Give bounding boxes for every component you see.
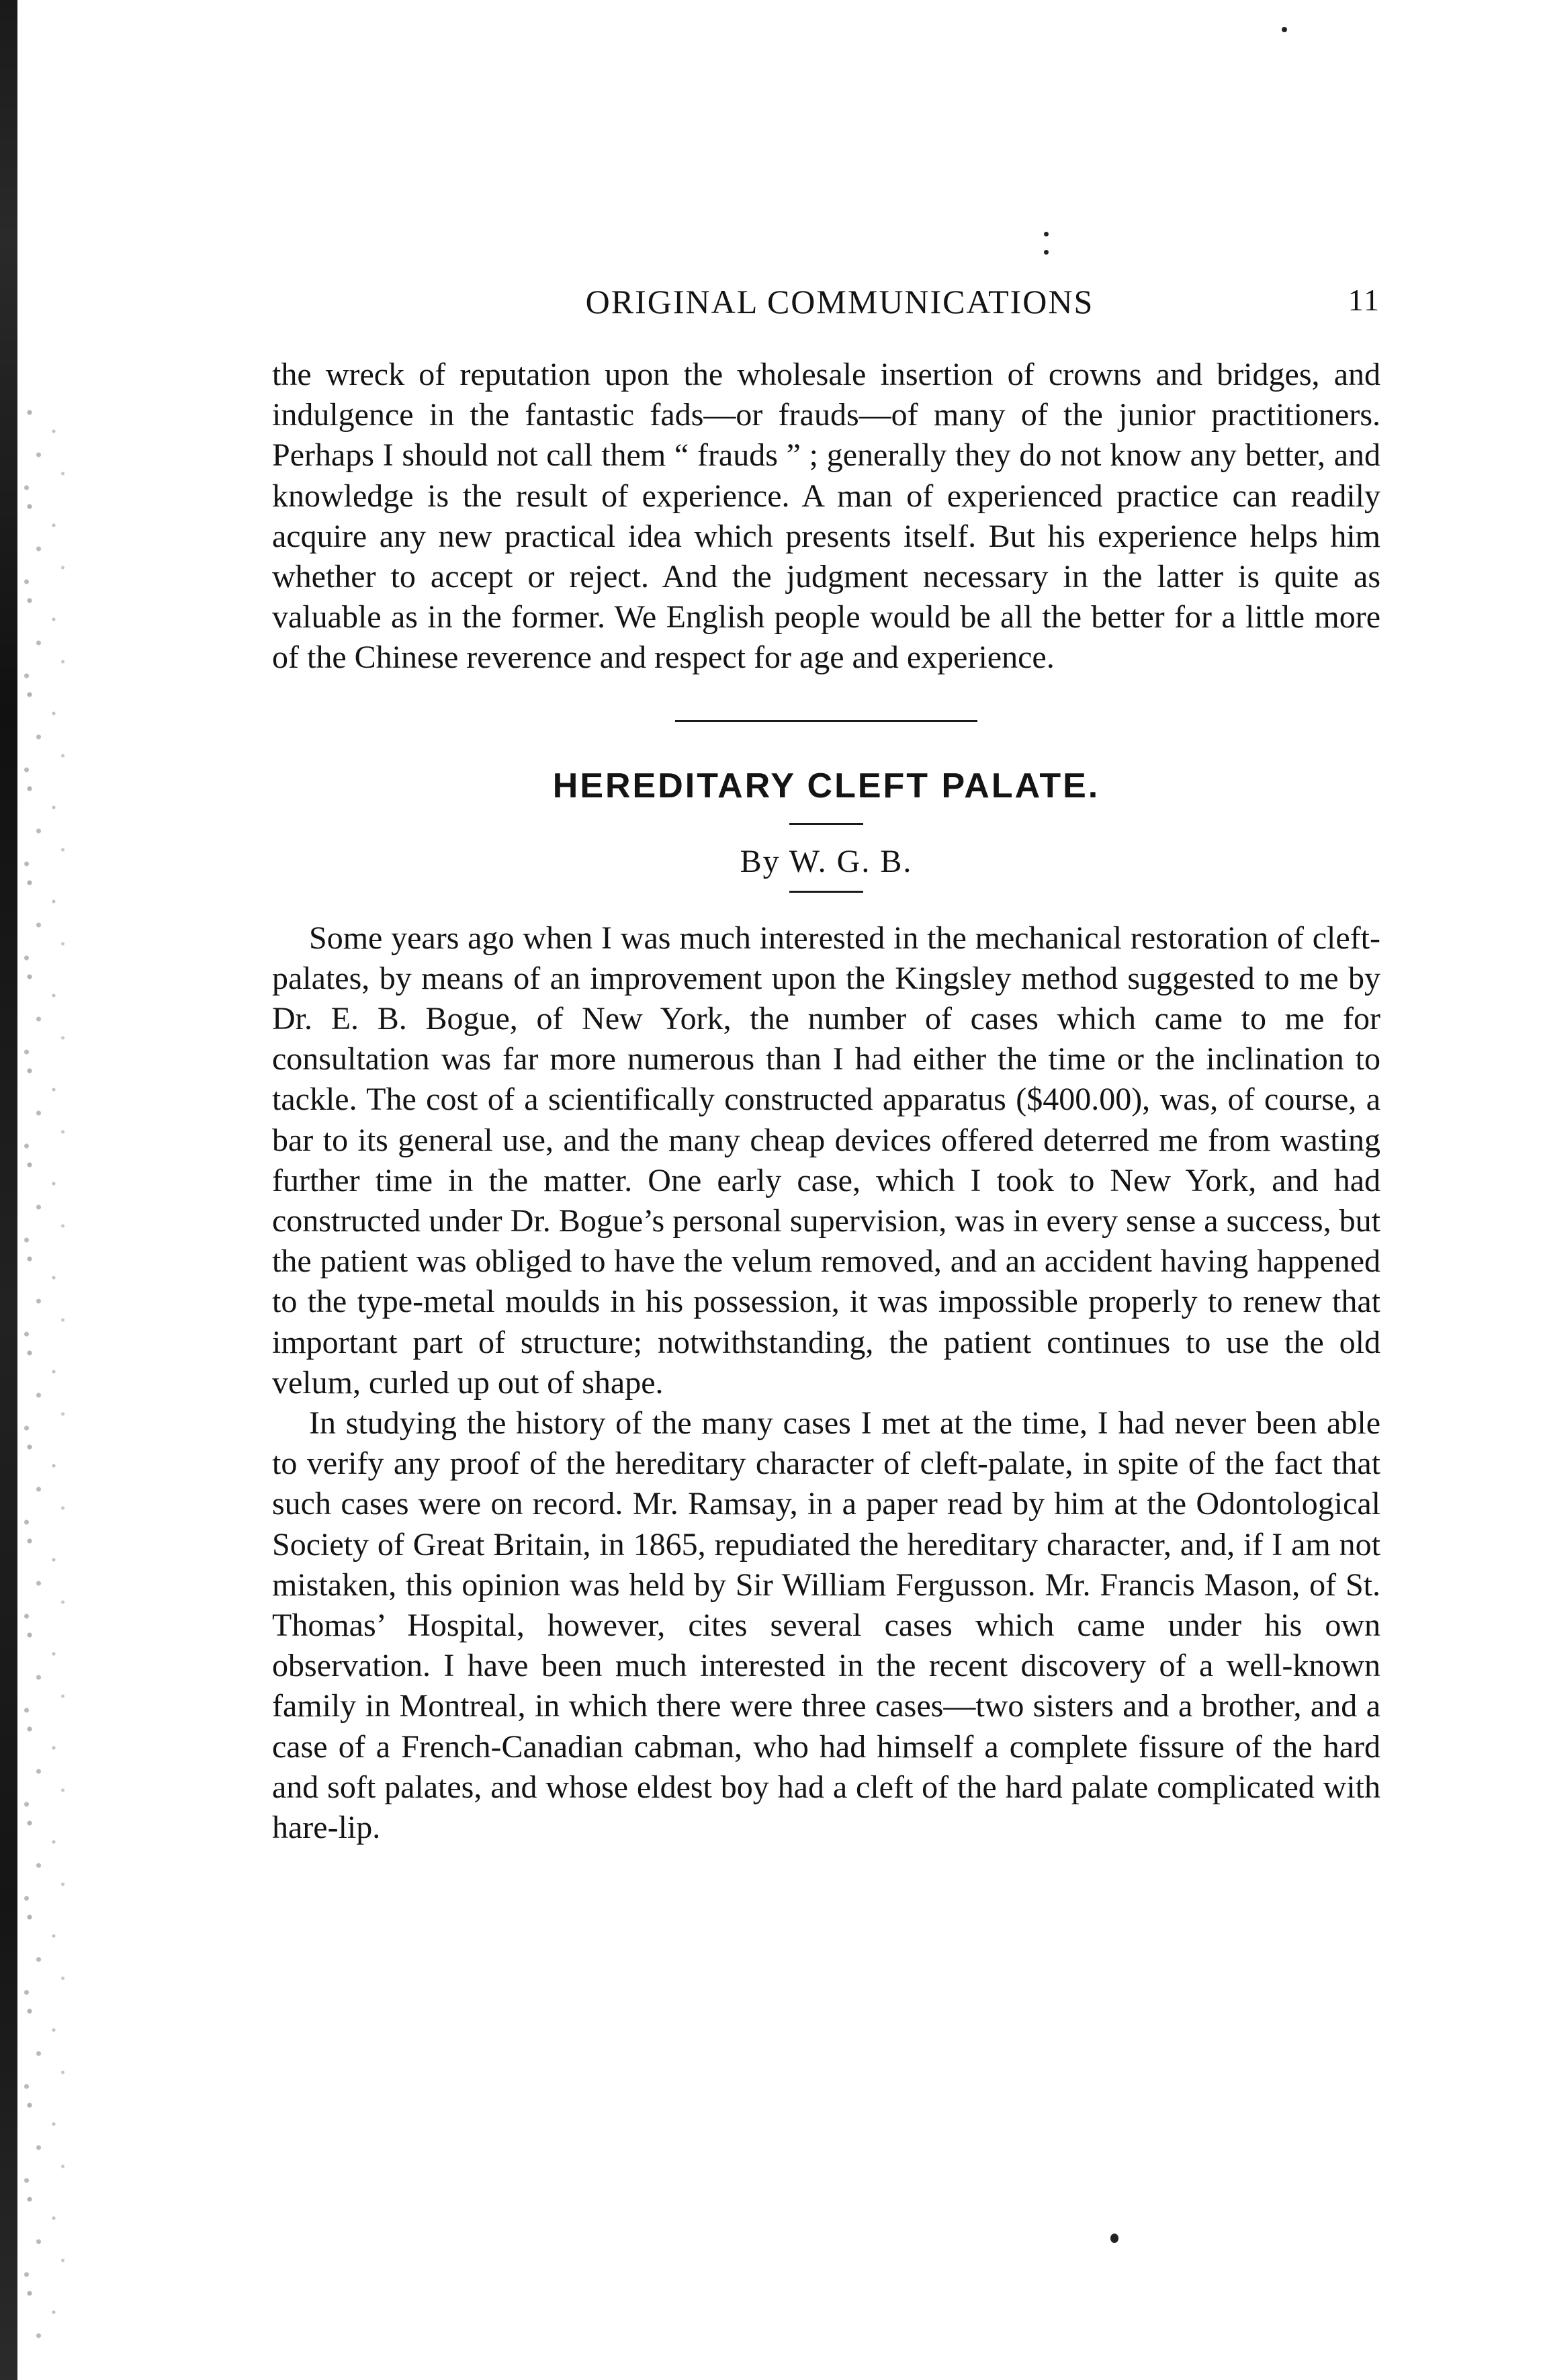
running-head [272, 282, 1380, 329]
section-divider [675, 720, 977, 722]
scan-dot [1044, 250, 1049, 255]
scan-binding-edge [0, 0, 17, 2380]
article-paragraph: In studying the history of the many cases I met at the time, I had never been able to verify any proof of the hereditary character of cleft-palate, in spite of the fact that such cases were on record. Mr. Ramsay, in a paper read by him at the Odontological Society of Great Britain, in 1865, repudiated the hereditary character, and, if I am not mistaken, this opinion was held by Sir William Fergusson. Mr. Francis Mason, of St. Thomas’ Hospital, however, cites several cases which came under his own observation. I have been much interested in the recent discovery of a well-known family in Montreal, in which there were three cases—two sisters and a brother, and a case of a French-Canadian cabman, who had himself a complete fissure of the hard and soft palates, and whose eldest boy had a cleft of the hard palate complicated with hare-lip. [272, 1405, 1380, 1846]
running-head-title: ORIGINAL COMMUNICATIONS [585, 283, 1094, 320]
page-number: 11 [1348, 283, 1380, 317]
previous-article-paragraph: the wreck of reputation upon the wholesale insertion of crowns and bridges, and indulgence in the fantastic fads—or frauds—of many of the junior practitioners. Perhaps I should not call them “ frauds ” ; generally they do not know any better, and knowledge is the result of experience. A man of experienced practice can readily acquire any new practical idea which presents itself. But his experience helps him whether to accept or reject. And the judgment necessary in the latter is quite as valuable as in the former. We English people would be all the better for a little more of the Chinese reverence and respect for age and experience. [272, 357, 1380, 676]
scan-dot [1044, 232, 1049, 236]
page [272, 282, 1380, 1848]
article-body [272, 918, 1380, 1849]
scan-dot [1110, 2234, 1118, 2243]
title-rule [789, 823, 863, 825]
article-byline: By W. G. B. [740, 843, 913, 879]
article-paragraph: Some years ago when I was much interested in the mechanical restoration of cleft-palates, by means of an improvement upon the Kingsley method suggested to me by Dr. E. B. Bogue, of New York, the number of cases which came to me for consultation was far more numerous than I had either the time or the inclination to tackle. The cost of a scientifically constructed apparatus ($400.00), was, of course, a bar to its general use, and the many cheap devices offered deterred me from wasting further time in the matter. One early case, which I took to New York, and had constructed under Dr. Bogue’s personal supervision, was in every sense a success, but the patient was obliged to have the velum removed, and an accident having happened to the type-metal moulds in his possession, it was impossible properly to renew that important part of structure; notwithstanding, the patient continues to use the old velum, curled up out of shape. [272, 920, 1380, 1401]
article-title: HEREDITARY CLEFT PALATE. [552, 766, 1100, 805]
scan-dot [1282, 27, 1287, 32]
byline-rule [789, 891, 863, 893]
scan-speckle-marks [17, 403, 78, 2351]
